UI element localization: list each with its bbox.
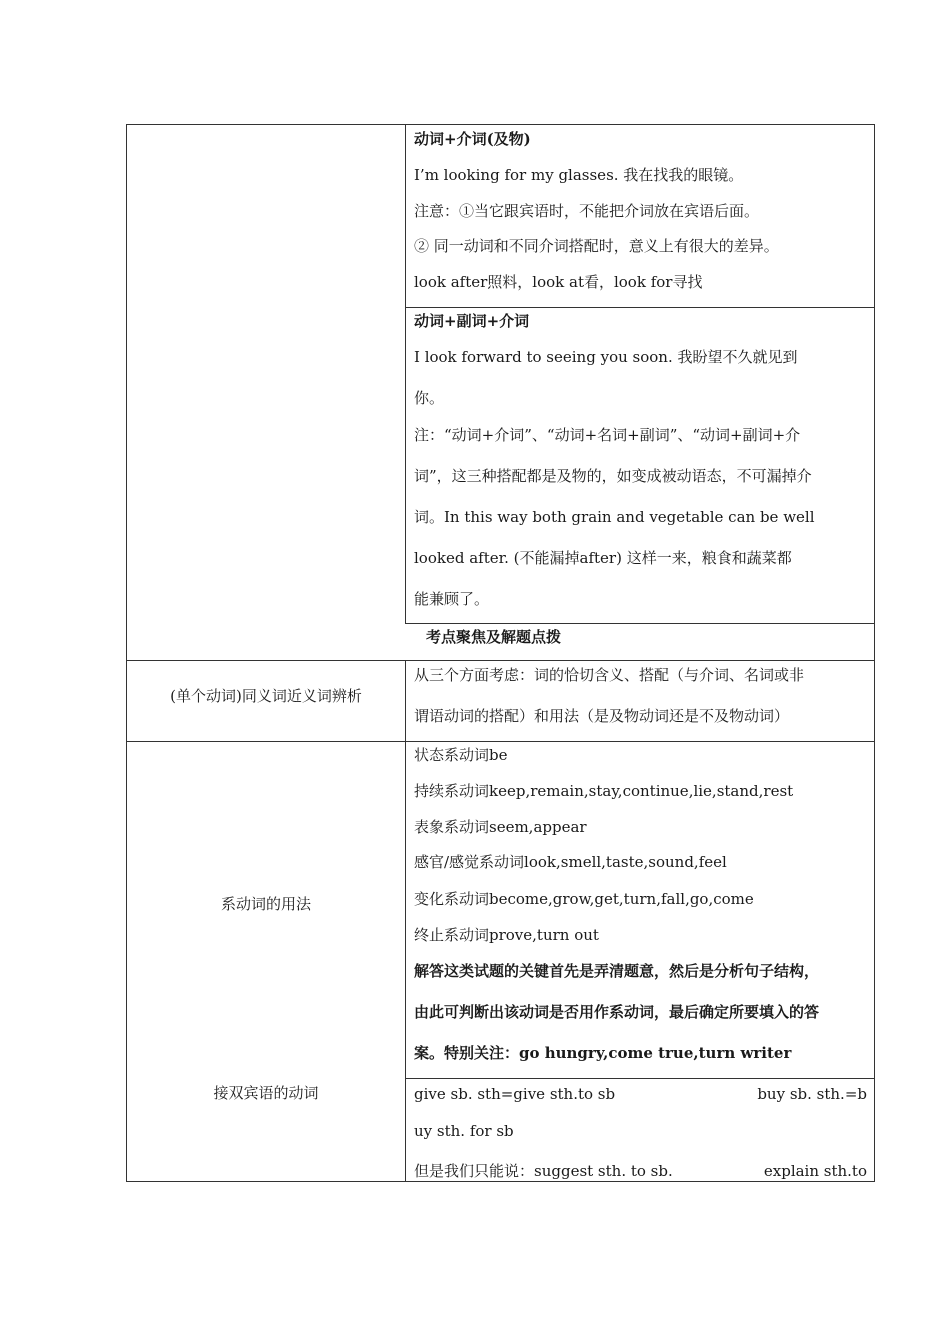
example-row [414,1161,867,1181]
section-heading: 考点聚焦及解题点拨 [426,628,562,646]
list-line: 状态系动词be [414,746,508,764]
note-line: looked after. (不能漏掉after) 这样一来，粮食和蔬菜都 [414,549,792,567]
topic-label: 接双宾语的动词 [213,1084,319,1102]
note-line: 词。In this way both grain and vegetable can be well [414,508,815,526]
cell-synonym-analysis [406,661,875,741]
section-heading-cell [406,624,875,660]
topic-label: (单个动词)同义词近义词辨析 [170,687,362,705]
list-line: 持续系动词keep,remain,stay,continue,lie,stand,rest [414,782,794,800]
cell-verb-adverb-preposition [406,308,875,623]
example-text: explain sth.to [763,1162,867,1180]
list-line: 终止系动词prove,turn out [414,926,599,944]
example-line: I look forward to seeing you soon. 我盼望不久就见到 [414,348,798,366]
example-row [414,1084,867,1104]
note-line: 注：“动词+介词”、“动词+名词+副词”、“动词+副词+介 [414,426,801,444]
list-line: 感官/感觉系动词look,smell,taste,sound,feel [414,853,727,871]
note-line: 注意：①当它跟宾语时，不能把介词放在宾语后面。 [414,202,760,220]
cell-verb-preposition [406,125,875,307]
tip-line: 解答这类试题的关键首先是弄清题意，然后是分析句子结构， [414,962,820,980]
example-text: 但是我们只能说：suggest sth. to sb. [414,1162,673,1180]
cell-title: 动词+介词(及物) [414,130,531,148]
body-line: 从三个方面考虑：词的恰切含义、搭配（与介词、名词或非 [414,666,805,684]
grammar-table [126,124,875,1182]
cell-title: 动词+副词+介词 [414,312,530,330]
topic-label: 系动词的用法 [220,895,311,913]
example-line: look after照料，look at看，look for寻找 [414,273,703,291]
example-line: 你。 [414,389,445,407]
cell-linking-verbs [406,742,875,1078]
list-line: 表象系动词seem,appear [414,818,587,836]
example-line: uy sth. for sb [414,1122,514,1140]
note-line: ② 同一动词和不同介词搭配时，意义上有很大的差异。 [414,237,779,255]
example-text: give sb. sth=give sth.to sb [414,1085,616,1103]
note-line: 词”，这三种搭配都是及物的，如变成被动语态，不可漏掉介 [414,467,812,485]
tip-line: 由此可判断出该动词是否用作系动词，最后确定所要填入的答 [414,1003,820,1021]
body-line: 谓语动词的搭配）和用法（是及物动词还是不及物动词） [414,707,790,725]
cell-double-object-verbs [406,1079,875,1182]
example-line: I’m looking for my glasses. 我在找我的眼镜。 [414,166,744,184]
list-line: 变化系动词become,grow,get,turn,fall,go,come [414,890,754,908]
example-text: buy sb. sth.=b [757,1085,867,1103]
tip-line: 案。特别关注：go hungry,come true,turn writer [414,1044,792,1062]
note-line: 能兼顾了。 [414,590,490,608]
